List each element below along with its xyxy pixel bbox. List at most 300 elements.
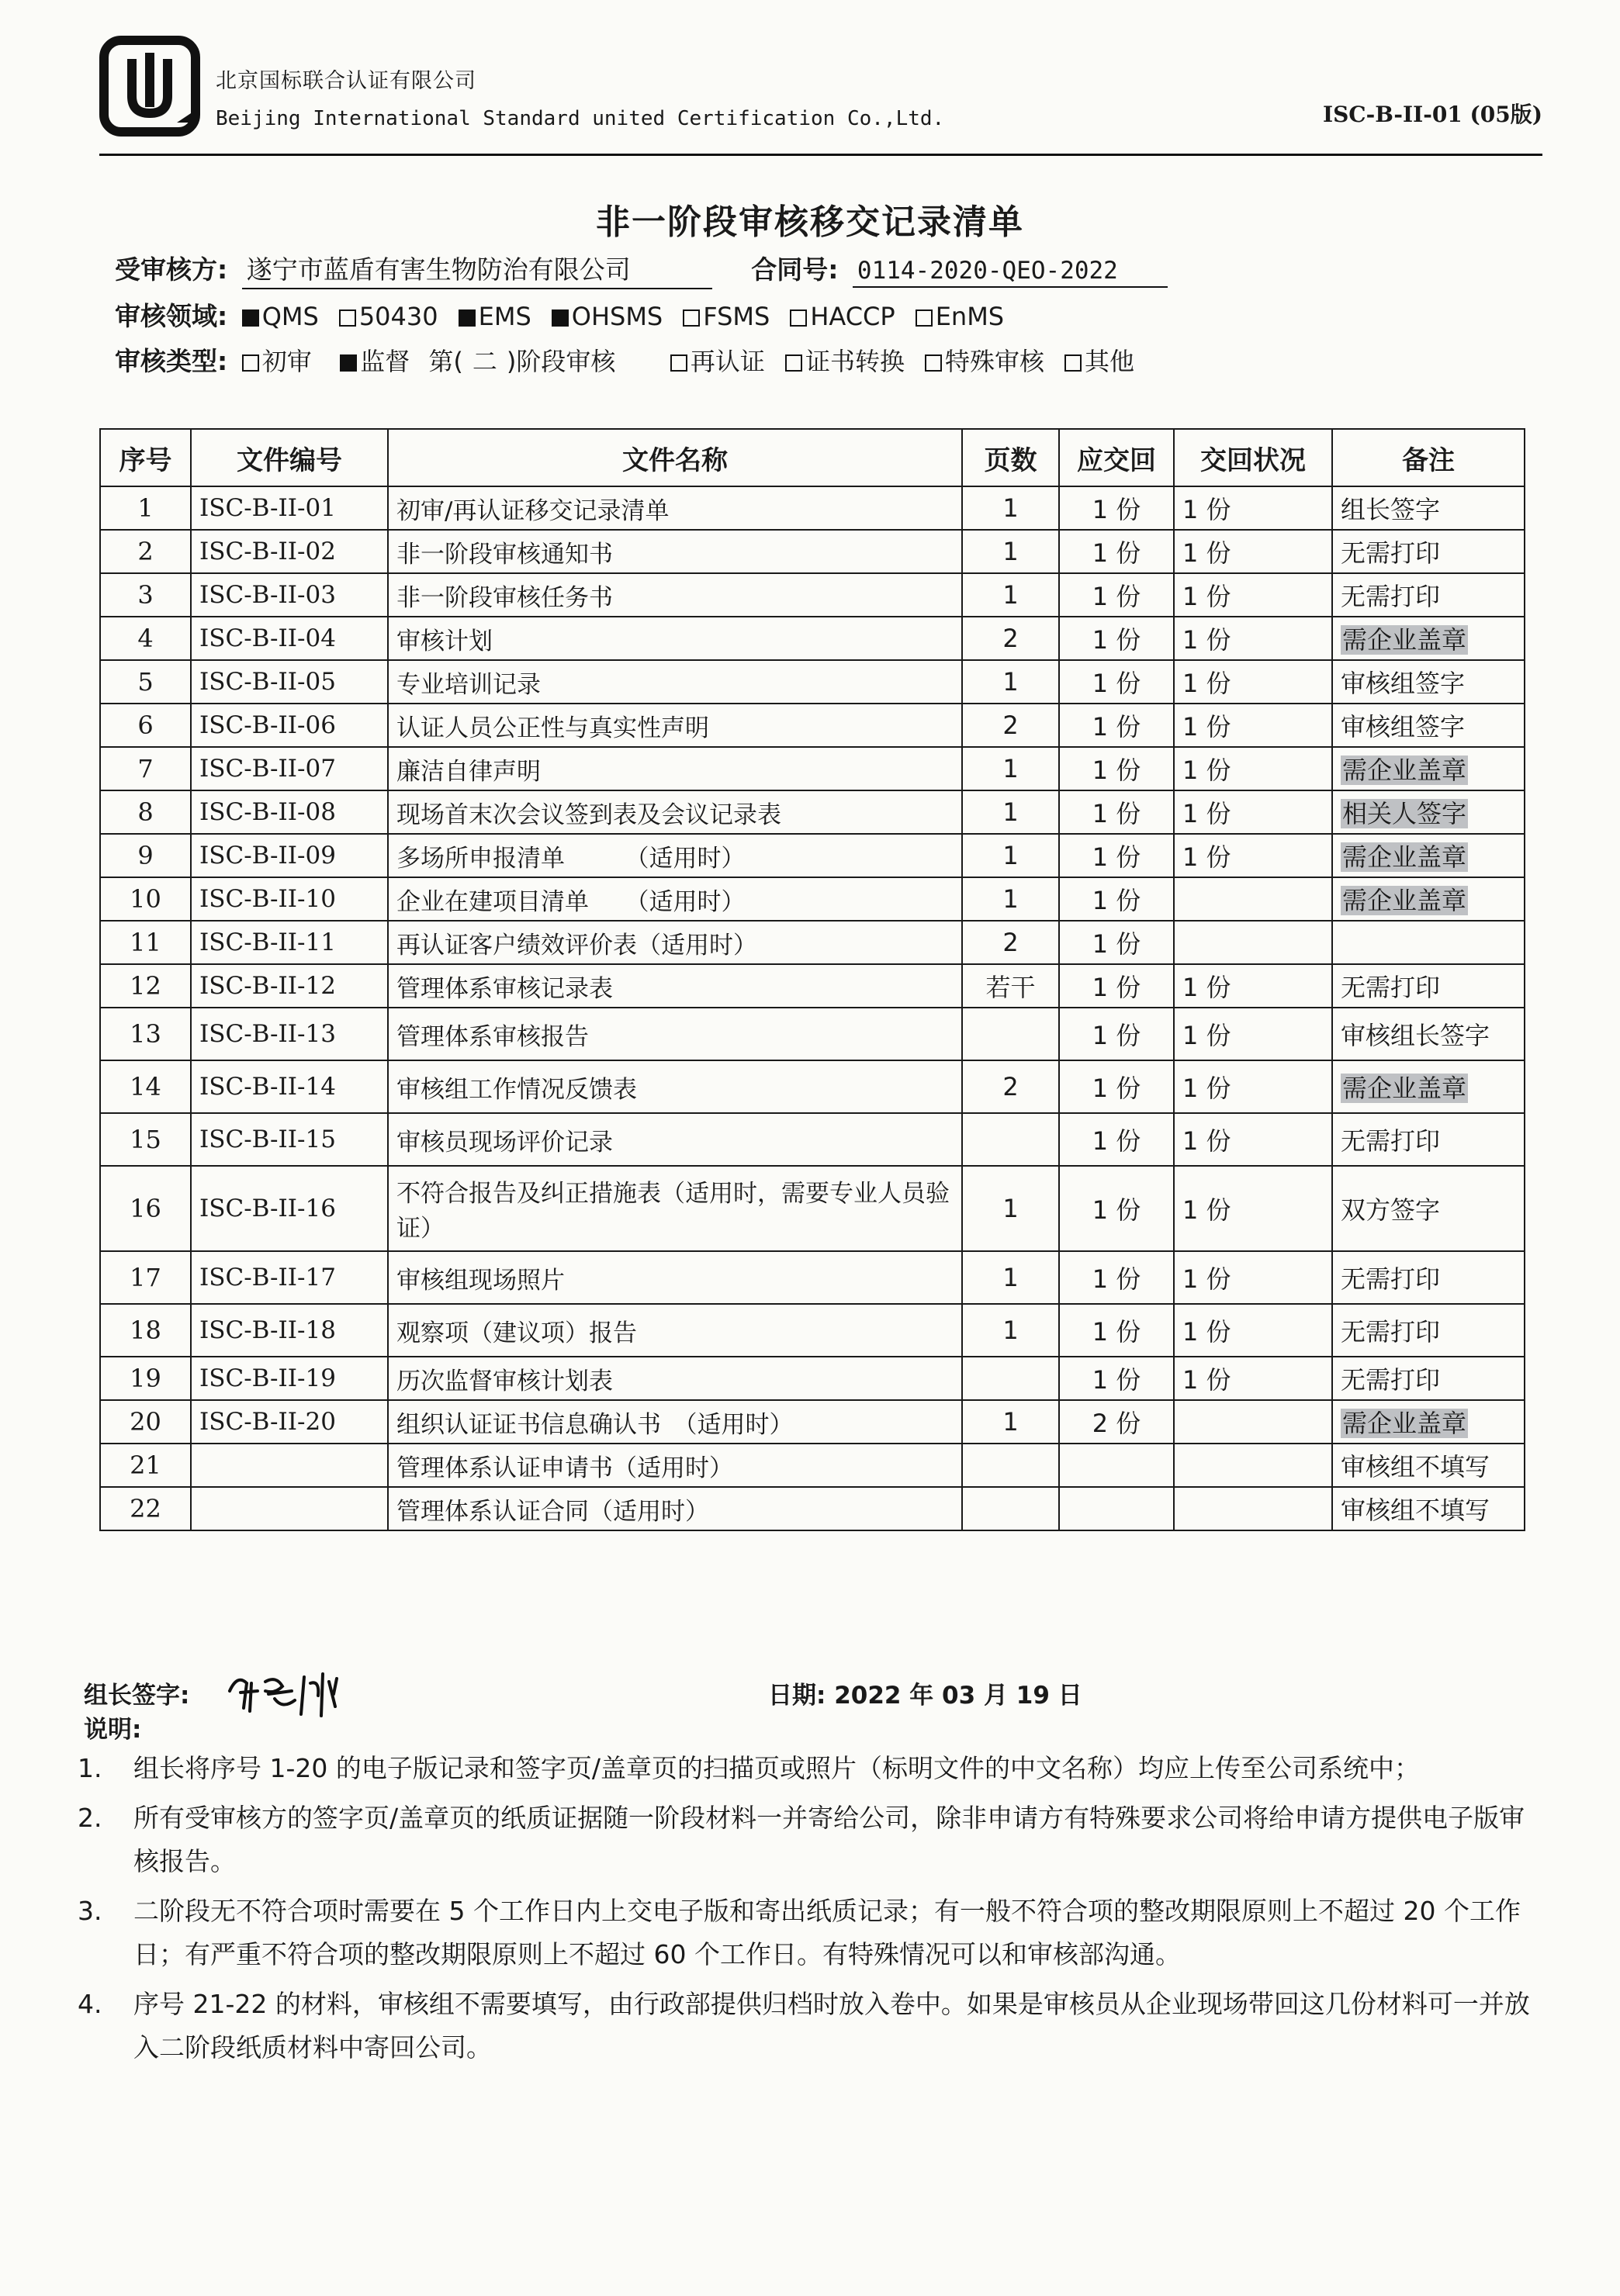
return-status: 1 份	[1182, 799, 1231, 828]
note-text: 序号 21-22 的材料，审核组不需要填写，由行政部提供归档时放入卷中。如果是审核员从企业现场带回这几份材料可一并放入二阶段纸质材料中寄回公司。	[133, 1989, 1530, 2063]
return-status: 1 份	[1182, 538, 1231, 568]
return-status-cell	[1174, 1008, 1332, 1060]
copies-due: 1 份	[1092, 625, 1141, 655]
row-number-cell	[100, 834, 191, 877]
row-number-cell	[100, 530, 191, 573]
row-number: 7	[137, 754, 154, 783]
row-number-cell	[100, 964, 191, 1008]
note-item	[78, 1983, 1536, 2070]
table-row	[100, 1357, 1525, 1400]
row-number-cell	[100, 921, 191, 964]
file-name-cell	[388, 1304, 962, 1357]
remark: 无需打印	[1341, 1317, 1441, 1347]
domain-checkbox-haccp[interactable]	[790, 302, 895, 331]
remark-cell	[1332, 1008, 1525, 1060]
checkbox-label: EMS	[478, 302, 531, 331]
remark-cell	[1332, 834, 1525, 877]
return-status-cell	[1174, 1400, 1332, 1444]
file-name: 企业在建项目清单 （适用时）	[396, 887, 746, 916]
page-count-cell	[962, 1304, 1059, 1357]
file-name-cell	[388, 1113, 962, 1166]
page-count-cell	[962, 747, 1059, 790]
company-logo	[99, 36, 200, 137]
remark-cell	[1332, 486, 1525, 530]
remark-cell	[1332, 704, 1525, 747]
remark: 无需打印	[1341, 973, 1441, 1002]
row-number: 6	[137, 711, 154, 740]
signature-area	[84, 1660, 1542, 1722]
file-code: ISC-B-II-17	[199, 1264, 336, 1292]
row-number-cell	[100, 617, 191, 660]
table-row	[100, 617, 1525, 660]
checkbox-label: 50430	[358, 302, 438, 331]
row-number-cell	[100, 486, 191, 530]
file-name: 观察项（建议项）报告	[396, 1319, 637, 1347]
return-status: 1 份	[1182, 1317, 1231, 1347]
file-name: 组织认证证书信息确认书 （适用时）	[396, 1410, 794, 1439]
remark: 无需打印	[1341, 538, 1441, 568]
file-name-cell	[388, 1357, 962, 1400]
file-name-cell	[388, 790, 962, 834]
checkbox-label: OHSMS	[571, 302, 663, 331]
auditee-label: 受审核方:	[115, 254, 228, 285]
file-code-cell	[191, 1166, 388, 1251]
checkbox-box	[242, 354, 259, 372]
file-code-cell	[191, 1444, 388, 1487]
copies-due: 1 份	[1092, 1317, 1141, 1347]
date-text: 日期: 2022 年 03 月 19 日	[768, 1682, 1082, 1710]
note-number: 3.	[78, 1896, 102, 1926]
checkbox-box	[339, 309, 356, 327]
remark-cell	[1332, 530, 1525, 573]
row-number-cell	[100, 747, 191, 790]
document-title: 非一阶段审核移交记录清单	[596, 202, 1024, 242]
copies-due-cell	[1059, 530, 1174, 573]
row-number: 16	[130, 1194, 161, 1223]
return-status-cell	[1174, 877, 1332, 921]
file-name-cell	[388, 877, 962, 921]
return-status: 1 份	[1182, 756, 1231, 785]
return-status: 1 份	[1182, 625, 1231, 655]
copies-due-cell	[1059, 617, 1174, 660]
page-count-cell	[962, 1166, 1059, 1251]
page-count: 1	[1002, 884, 1019, 914]
domain-checkbox-qms[interactable]	[242, 302, 319, 331]
table-row	[100, 1444, 1525, 1487]
domain-checkbox-ohsms[interactable]	[552, 302, 663, 331]
column-header: 应交回	[1059, 429, 1174, 486]
remark-cell	[1332, 1166, 1525, 1251]
page-count: 1	[1002, 1407, 1019, 1437]
file-code: ISC-B-II-07	[199, 755, 336, 783]
row-number: 21	[130, 1451, 161, 1480]
return-status: 1 份	[1182, 1264, 1231, 1294]
checkbox-label: 再认证	[690, 347, 765, 376]
copies-due-cell	[1059, 964, 1174, 1008]
stage-prefix: 第(	[428, 347, 463, 376]
company-name-cn: 北京国标联合认证有限公司	[216, 69, 476, 93]
file-code: ISC-B-II-04	[199, 624, 336, 652]
row-number: 19	[130, 1364, 161, 1393]
return-status-cell	[1174, 704, 1332, 747]
return-status: 1 份	[1182, 1074, 1231, 1103]
table-row	[100, 530, 1525, 573]
remark-cell	[1332, 1060, 1525, 1113]
checkbox-label: FSMS	[703, 302, 770, 331]
file-name-cell	[388, 747, 962, 790]
table-row	[100, 573, 1525, 617]
table-row	[100, 1251, 1525, 1304]
remark-cell	[1332, 1251, 1525, 1304]
return-status-cell	[1174, 747, 1332, 790]
row-number: 2	[137, 537, 154, 566]
page-count-cell	[962, 877, 1059, 921]
file-name: 管理体系认证申请书（适用时）	[396, 1454, 733, 1482]
auditee-value: 遂宁市蓝盾有害生物防治有限公司	[246, 254, 631, 285]
copies-due: 1 份	[1092, 1264, 1141, 1294]
file-code: ISC-B-II-12	[199, 972, 336, 1000]
row-number: 18	[130, 1316, 161, 1345]
checkbox-box	[1064, 354, 1082, 372]
file-code-cell	[191, 660, 388, 704]
return-status-cell	[1174, 1304, 1332, 1357]
audit-type-others	[670, 346, 1154, 376]
checkbox-audit-type-other[interactable]	[1064, 342, 1134, 378]
row-number: 9	[137, 841, 154, 870]
contract-value-field	[853, 254, 1168, 288]
file-code: ISC-B-II-19	[199, 1364, 336, 1392]
checkbox-audit-type-other[interactable]	[785, 342, 905, 378]
return-status-cell	[1174, 1444, 1332, 1487]
page-count-cell	[962, 1060, 1059, 1113]
row-number: 15	[130, 1125, 161, 1154]
copies-due-cell	[1059, 486, 1174, 530]
page-count: 1	[1002, 667, 1019, 697]
copies-due-cell	[1059, 660, 1174, 704]
remark: 审核组不填写	[1341, 1496, 1490, 1525]
column-header: 文件编号	[191, 429, 388, 486]
checkbox-label: 证书转换	[805, 347, 905, 376]
remark: 需企业盖章	[1342, 625, 1467, 655]
file-name: 管理体系审核报告	[396, 1022, 589, 1051]
file-code: ISC-B-II-06	[199, 711, 336, 739]
checkbox-label: 特殊审核	[944, 347, 1044, 376]
file-name-cell	[388, 1060, 962, 1113]
checkbox-label: HACCP	[810, 302, 895, 331]
row-number: 5	[137, 667, 154, 697]
remark-cell	[1332, 1304, 1525, 1357]
row-number-cell	[100, 790, 191, 834]
page-count-cell	[962, 790, 1059, 834]
row-number: 17	[130, 1263, 161, 1292]
file-code-cell	[191, 1304, 388, 1357]
remark: 需企业盖章	[1342, 886, 1467, 915]
checkbox-label: 初审	[261, 347, 312, 376]
document-code: ISC-B-II-01 (05版)	[1322, 102, 1542, 127]
auditee-line	[115, 250, 1168, 289]
copies-due: 1 份	[1092, 1365, 1141, 1395]
row-number-cell	[100, 1400, 191, 1444]
return-status-cell	[1174, 1251, 1332, 1304]
remark: 审核组长签字	[1341, 1021, 1490, 1050]
return-status-cell	[1174, 530, 1332, 573]
checkbox-box	[670, 354, 687, 372]
remark: 需企业盖章	[1342, 1409, 1467, 1438]
remark: 无需打印	[1341, 1264, 1441, 1294]
return-status-cell	[1174, 1113, 1332, 1166]
audit-domain-line	[115, 296, 1024, 333]
file-name: 廉洁自律声明	[396, 757, 541, 786]
page-count: 1	[1002, 580, 1019, 610]
contract-label: 合同号:	[751, 254, 839, 285]
page-count: 1	[1002, 537, 1019, 566]
return-status-cell	[1174, 790, 1332, 834]
remark: 无需打印	[1341, 1365, 1441, 1395]
page-count: 1	[1002, 493, 1019, 523]
table-row	[100, 1400, 1525, 1444]
audit-domain-list	[236, 301, 1024, 331]
row-number-cell	[100, 660, 191, 704]
file-code: ISC-B-II-05	[199, 668, 336, 696]
checkbox-box	[683, 309, 700, 327]
checkbox-audit-type-other[interactable]	[670, 342, 765, 378]
page-count-cell	[962, 834, 1059, 877]
checkbox-box	[340, 354, 357, 372]
domain-checkbox-ems[interactable]	[459, 302, 531, 331]
column-header: 序号	[100, 429, 191, 486]
return-status: 1 份	[1182, 1126, 1231, 1156]
page-count-cell	[962, 530, 1059, 573]
return-status-cell	[1174, 486, 1332, 530]
page-count: 1	[1002, 1316, 1019, 1345]
copies-due-cell	[1059, 1400, 1174, 1444]
return-status: 1 份	[1182, 669, 1231, 698]
copies-due-cell	[1059, 877, 1174, 921]
checkbox-box	[552, 309, 569, 327]
copies-due-cell	[1059, 1008, 1174, 1060]
table-row	[100, 1304, 1525, 1357]
return-status: 1 份	[1182, 1021, 1231, 1050]
page-count: 1	[1002, 754, 1019, 783]
return-status: 1 份	[1182, 582, 1231, 611]
copies-due: 1 份	[1092, 929, 1141, 959]
file-code: ISC-B-II-15	[199, 1126, 336, 1153]
file-name: 审核组工作情况反馈表	[396, 1075, 637, 1104]
file-name-cell	[388, 834, 962, 877]
page-count-cell	[962, 1357, 1059, 1400]
note-item	[78, 1890, 1536, 1976]
copies-due-cell	[1059, 1166, 1174, 1251]
row-number: 4	[137, 624, 154, 653]
file-name: 审核计划	[396, 627, 493, 655]
copies-due-cell	[1059, 1113, 1174, 1166]
file-code-cell	[191, 747, 388, 790]
table-row	[100, 1487, 1525, 1530]
page-count-cell	[962, 617, 1059, 660]
remark-cell	[1332, 747, 1525, 790]
file-code-cell	[191, 486, 388, 530]
note-text: 组长将序号 1-20 的电子版记录和签字页/盖章页的扫描页或照片（标明文件的中文名称）均应上传至公司系统中；	[133, 1753, 1420, 1783]
page-count: 2	[1002, 928, 1019, 957]
page-count-cell	[962, 1008, 1059, 1060]
return-status-cell	[1174, 573, 1332, 617]
checkbox-surveillance[interactable]	[340, 342, 615, 378]
row-number-cell	[100, 1444, 191, 1487]
audit-type-line	[115, 341, 1154, 378]
handwritten-signature	[220, 1660, 376, 1722]
file-name-cell	[388, 617, 962, 660]
domain-checkbox-50430[interactable]	[339, 302, 438, 331]
file-name: 专业培训记录	[396, 670, 541, 699]
page-count: 若干	[985, 973, 1036, 1002]
row-number-cell	[100, 1008, 191, 1060]
table-body	[100, 486, 1525, 1530]
row-number-cell	[100, 1357, 191, 1400]
checkbox-box	[790, 309, 807, 327]
file-name: 初审/再认证移交记录清单	[396, 496, 670, 525]
copies-due-cell	[1059, 790, 1174, 834]
file-code: ISC-B-II-03	[199, 581, 336, 609]
table-row	[100, 1166, 1525, 1251]
file-name-cell	[388, 1008, 962, 1060]
audit-type-label: 审核类型:	[115, 346, 228, 376]
table-row	[100, 486, 1525, 530]
leader-signature-label: 组长签字:	[84, 1682, 190, 1710]
row-number-cell	[100, 1487, 191, 1530]
remark-cell	[1332, 964, 1525, 1008]
page-count-cell	[962, 704, 1059, 747]
return-status-cell	[1174, 1060, 1332, 1113]
checkbox-label: 监督	[360, 347, 410, 376]
file-name-cell	[388, 964, 962, 1008]
row-number: 12	[130, 971, 161, 1001]
file-name-cell	[388, 704, 962, 747]
file-name: 管理体系认证合同（适用时）	[396, 1497, 709, 1526]
file-code-cell	[191, 1357, 388, 1400]
row-number-cell	[100, 573, 191, 617]
file-code-cell	[191, 530, 388, 573]
remark: 双方签字	[1341, 1195, 1441, 1225]
row-number: 20	[130, 1407, 161, 1437]
table-row	[100, 747, 1525, 790]
copies-due-cell	[1059, 573, 1174, 617]
file-code: ISC-B-II-11	[199, 928, 336, 956]
remark: 审核组不填写	[1341, 1452, 1490, 1482]
file-code: ISC-B-II-14	[199, 1073, 336, 1101]
note-text: 二阶段无不符合项时需要在 5 个工作日内上交电子版和寄出纸质记录；有一般不符合项的整改期限原则上不超过 20 个工作日；有严重不符合项的整改期限原则上不超过 60 个工作日。有特殊情况可以和审核部沟通。	[133, 1896, 1521, 1969]
return-status: 1 份	[1182, 973, 1231, 1002]
row-number: 10	[130, 884, 161, 914]
row-number-cell	[100, 1060, 191, 1113]
copies-due-cell	[1059, 921, 1174, 964]
copies-due: 1 份	[1092, 1195, 1141, 1225]
stage-number: 二	[472, 347, 497, 376]
return-status-cell	[1174, 921, 1332, 964]
file-code-cell	[191, 1487, 388, 1530]
audit-domain-label: 审核领域:	[115, 301, 228, 331]
row-number-cell	[100, 704, 191, 747]
note-item	[78, 1747, 1536, 1790]
copies-due: 2 份	[1092, 1409, 1141, 1438]
checkbox-audit-type-other[interactable]	[925, 342, 1044, 378]
row-number: 13	[130, 1019, 161, 1049]
return-status: 1 份	[1182, 1365, 1231, 1395]
copies-due: 1 份	[1092, 973, 1141, 1002]
file-code: ISC-B-II-20	[199, 1408, 336, 1436]
remark-cell	[1332, 790, 1525, 834]
file-name: 非一阶段审核通知书	[396, 540, 613, 569]
domain-checkbox-fsms[interactable]	[683, 302, 770, 331]
table-row	[100, 964, 1525, 1008]
table-row	[100, 1113, 1525, 1166]
file-code-cell	[191, 617, 388, 660]
file-code-cell	[191, 877, 388, 921]
return-status-cell	[1174, 660, 1332, 704]
return-status-cell	[1174, 834, 1332, 877]
file-name: 非一阶段审核任务书	[396, 583, 613, 612]
checkbox-box	[242, 309, 259, 327]
file-code-cell	[191, 964, 388, 1008]
remark: 审核组签字	[1341, 669, 1466, 698]
return-status: 1 份	[1182, 1195, 1231, 1225]
copies-due: 1 份	[1092, 799, 1141, 828]
row-number: 1	[137, 493, 154, 523]
remark: 组长签字	[1341, 495, 1441, 524]
file-name: 审核组现场照片	[396, 1266, 565, 1295]
file-name-cell	[388, 660, 962, 704]
copies-due: 1 份	[1092, 495, 1141, 524]
file-code: ISC-B-II-01	[199, 494, 336, 522]
remark: 需企业盖章	[1342, 756, 1467, 785]
table-header-row	[100, 429, 1525, 486]
remark: 无需打印	[1341, 582, 1441, 611]
row-number: 11	[130, 928, 161, 957]
page-count-cell	[962, 486, 1059, 530]
remark: 无需打印	[1341, 1126, 1441, 1156]
file-name: 历次监督审核计划表	[396, 1367, 613, 1395]
file-code-cell	[191, 1008, 388, 1060]
copies-due-cell	[1059, 1487, 1174, 1530]
page-header	[99, 29, 1542, 161]
row-number-cell	[100, 877, 191, 921]
file-name: 不符合报告及纠正措施表（适用时，需要专业人员验证）	[396, 1180, 950, 1243]
table-row	[100, 921, 1525, 964]
checkbox-label: QMS	[261, 302, 319, 331]
domain-checkbox-enms[interactable]	[916, 302, 1004, 331]
copies-due: 1 份	[1092, 756, 1141, 785]
file-code: ISC-B-II-08	[199, 798, 336, 826]
file-code-cell	[191, 573, 388, 617]
copies-due-cell	[1059, 834, 1174, 877]
file-code: ISC-B-II-09	[199, 842, 336, 870]
page-count-cell	[962, 1444, 1059, 1487]
copies-due-cell	[1059, 1060, 1174, 1113]
copies-due: 1 份	[1092, 712, 1141, 742]
table-row	[100, 790, 1525, 834]
checkbox-initial[interactable]	[242, 342, 312, 378]
return-status-cell	[1174, 964, 1332, 1008]
table-row	[100, 1008, 1525, 1060]
table-row	[100, 877, 1525, 921]
remark-cell	[1332, 573, 1525, 617]
file-code: ISC-B-II-16	[199, 1195, 336, 1222]
file-name: 管理体系审核记录表	[396, 974, 613, 1003]
page-count-cell	[962, 573, 1059, 617]
remark-cell	[1332, 921, 1525, 964]
row-number-cell	[100, 1166, 191, 1251]
remark: 相关人签字	[1342, 799, 1467, 828]
return-status-cell	[1174, 1166, 1332, 1251]
